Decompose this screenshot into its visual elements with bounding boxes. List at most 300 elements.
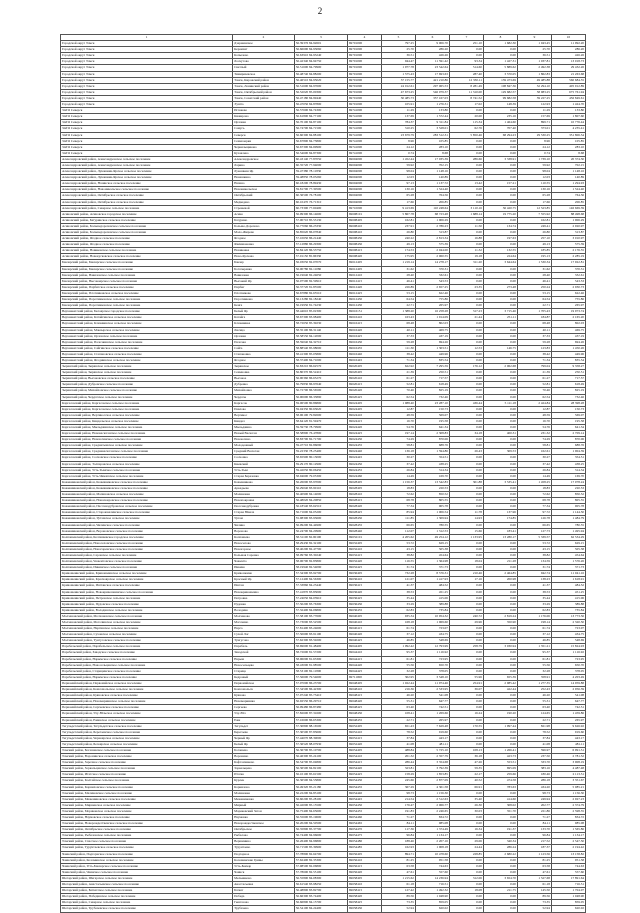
table-cell: 286.66 [449,156,483,162]
table-cell: 37.84 [517,735,551,741]
column-header: 6 [415,35,449,41]
table-cell: Тегульдетский район, Черноярское сельское поселение [61,735,233,741]
table-cell: 0.00 [483,601,517,607]
table-cell: 59.28 [381,339,415,345]
table-cell: Томский район, Спасское сельское поселение [61,839,233,845]
table-cell: Богатыревка [233,266,295,272]
table-cell: 13 542.83 [415,479,449,485]
table-cell: 56.35800 85.37700 [294,827,347,833]
table-cell: 191.37 [483,827,517,833]
table-cell: 622.46 [415,290,449,296]
page-number: 2 [317,6,323,16]
table-cell: 150.73 [551,406,585,412]
table-cell: 59.47710 82.86090 [294,443,347,449]
table-cell: 53.15 [517,290,551,296]
table-cell: 54.76 [381,425,415,431]
table-cell: 28.40 [381,272,415,278]
table-cell: Парабельский район, Новосельцевское сельское поселение [61,662,233,668]
table-body [61,41,586,912]
table-cell: 32.28 [381,668,415,674]
table-cell: 56.99300 86.14600 [294,211,347,217]
table-cell: 69608410 [347,223,381,229]
table-cell: 35.44 [381,595,415,601]
table-cell: 69624405 [347,406,381,412]
table-cell: 56.19640 82.24650 [294,272,347,278]
table-cell: 3 354.68 [415,760,449,766]
table-cell: 68.48 [381,321,415,327]
table-cell: 69701000 [347,41,381,47]
table-cell: 3 570.05 [483,71,517,77]
table-cell: 742.51 [551,705,585,711]
table-cell: 641.34 [551,425,585,431]
table-cell: 71.27 [381,815,415,821]
table-cell: 69654420 [347,766,381,772]
table-cell: 69612410 [347,272,381,278]
table-cell: 1 043.45 [517,41,551,47]
table-cell: Кожевниковский район, Кожевниковское сельское поселение [61,485,233,491]
table-cell: 0.00 [449,175,483,181]
table-cell: 0.00 [483,339,517,345]
table-cell: 59.81700 77.30500 [294,187,347,193]
table-cell: 26.43 [449,449,483,455]
table-cell: 66.65 [517,522,551,528]
table-cell: 56.60200 85.28100 [294,796,347,802]
table-cell: 59.47380 78.11830 [294,169,347,175]
table-cell: 63.40 [381,705,415,711]
table-cell: 195.13 [517,254,551,260]
table-cell: 2 165.20 [551,315,585,321]
table-cell: 69656420 [347,869,381,875]
table-cell: Шегарский район, Анастасьевское сельское поселение [61,882,233,888]
table-cell: Тегульдетский район, Белоярское сельское поселение [61,741,233,747]
table-cell: Новый Васюган [233,431,295,437]
table-cell: 56.72700 86.56500 [294,388,347,394]
table-cell: Колпашевский район, Колпашевское городское поселение [61,534,233,540]
table-cell: 58.65900 80.13000 [294,455,347,461]
table-cell: 56.37720 81.85500 [294,284,347,290]
table-cell: 317.23 [449,309,483,315]
table-cell: 73.35 [517,900,551,906]
table-cell: ЗАТО Северск [61,114,233,120]
table-cell: 32.28 [517,668,551,674]
table-cell: 383.16 [517,766,551,772]
table-cell: 2 877.09 [415,778,449,784]
table-cell: 0.00 [449,546,483,552]
table-cell: 11.50 [449,223,483,229]
table-cell: 69741000 [347,126,381,132]
table-cell: Томск, Советский район [233,95,295,101]
table-cell: 1 524.40 [415,187,449,193]
table-cell: Верхнекетский район, Палочкинское сельское поселение [61,339,233,345]
table-cell: 1 427.31 [483,59,517,65]
table-cell: 56.67800 84.73800 [294,138,347,144]
table-cell: 0.00 [483,437,517,443]
table-cell: Каргасокский район, Среднетымское сельское поселение [61,443,233,449]
table-cell: 22.71 [517,303,551,309]
table-cell: 69624405 [347,400,381,406]
table-cell: 111.85 [381,516,415,522]
table-cell: Киевский [233,461,295,467]
table-cell: 68 723.48 [415,211,449,217]
table-cell: Каргасокский район, Каргасокское сельское поселение [61,406,233,412]
table-cell: 56.36700 85.10700 [294,747,347,753]
table-cell: 29.06 [449,839,483,845]
table-cell: 57.07240 85.73410 [294,693,347,699]
table-cell: 61.81 [517,656,551,662]
table-cell: 69658410 [347,882,381,888]
table-cell: 56.70100 84.87100 [294,120,347,126]
table-cell: Чажемто [233,559,295,565]
table-cell: 0.00 [483,138,517,144]
table-cell: 449.96 [415,351,449,357]
table-cell: 469.75 [551,327,585,333]
table-cell: Шегарский район, Побединское сельское поселение [61,894,233,900]
table-cell: Плотниково [233,290,295,296]
table-cell: 69644415 [347,656,381,662]
table-cell: 0.00 [483,626,517,632]
table-cell: 0.00 [483,272,517,278]
table-cell: 36.18 [449,754,483,760]
table-cell: Вороново [233,528,295,534]
column-header: 8 [483,35,517,41]
table-cell: 1 492.32 [415,888,449,894]
table-cell: 170.55 [449,723,483,729]
table-cell: 56.67880 82.65510 [294,290,347,296]
table-cell: Степановка [233,351,295,357]
table-cell: 69604000 [347,199,381,205]
table-cell: 905.78 [415,504,449,510]
table-cell: 286.18 [517,778,551,784]
table-cell: Зырянское [233,364,295,370]
table-cell: 783.63 [483,784,517,790]
table-cell: 647.77 [415,699,449,705]
table-cell: Асиновский район, Ягодное сельское поселение [61,242,233,248]
table-cell: 55.31 [381,699,415,705]
table-cell: Сергеево [233,705,295,711]
table-cell: Верхнекетский район, Орловское сельское поселение [61,333,233,339]
table-cell: 57.36520 88.07930 [294,741,347,747]
table-cell: Колпашевский район, Инкинское сельское поселение [61,565,233,571]
table-cell: 59.92 [381,162,415,168]
table-cell: Первомайский район, Первомайское сельское поселение [61,680,233,686]
table-cell: 0.00 [483,425,517,431]
table-cell: 157.21 [483,181,517,187]
table-cell: Томск, Ленинский район [233,83,295,89]
table-cell: 98.04 [381,169,415,175]
table-cell: 2 927.23 [551,796,585,802]
table-cell: 110.55 [517,181,551,187]
table-cell: 0.00 [483,461,517,467]
table-cell: Октябрьское [233,827,295,833]
table-cell: 69654415 [347,760,381,766]
table-cell: Кривошеинский район, Петровское сельское поселение [61,595,233,601]
table-cell: 1 452.44 [381,156,415,162]
table-cell: 126.78 [517,516,551,522]
table-cell: 69658420 [347,894,381,900]
table-cell: 69604000 [347,169,381,175]
table-cell: 469.75 [415,327,449,333]
table-cell: 175.95 [381,254,415,260]
table-cell: 30.03 [449,808,483,814]
table-cell: 69741000 [347,138,381,144]
table-cell: Киндал [233,418,295,424]
table-cell: Асиновский район, Большедороховское сельское поселение [61,230,233,236]
table-cell: 0.00 [449,650,483,656]
table-cell: 0.00 [449,729,483,735]
table-cell: 484.52 [415,583,449,589]
table-cell: 72.62 [517,492,551,498]
table-cell: 69648425 [347,705,381,711]
table-cell: 78.52 [517,729,551,735]
table-cell: 84.11 [517,821,551,827]
table-cell: 1 374.49 [415,827,449,833]
table-cell: 47.61 [517,869,551,875]
table-cell: 0.00 [483,492,517,498]
table-cell: Александровский район, Александровское сельское поселение [61,162,233,168]
table-cell: 333.70 [517,760,551,766]
table-cell: 780.55 [415,522,449,528]
table-cell: Кривошеинский район, Иштанское сельское поселение [61,583,233,589]
table-cell: 69632415 [347,552,381,558]
table-cell: 1 575.43 [381,71,415,77]
table-cell: 1 524.40 [551,187,585,193]
table-cell: Городской округ Томск [61,77,233,83]
table-cell: 596.97 [517,747,551,753]
table-cell: 717.57 [415,376,449,382]
table-cell: 1 351.21 [517,644,551,650]
table-cell: 732.28 [381,571,415,577]
table-cell: 371.73 [551,565,585,571]
table-cell: 69612420 [347,284,381,290]
table-cell: 59.48850 78.03260 [294,175,347,181]
table-cell: 5 889.62 [483,65,517,71]
table-cell: 49 485.88 [517,77,551,83]
table-cell: 2 066.77 [415,802,449,808]
table-cell: 723.07 [551,626,585,632]
table-cell: Каргасокский район, Усть-Чижапское сельское поселение [61,473,233,479]
table-cell: 60.18200 78.89430 [294,181,347,187]
table-cell: 400.31 [483,431,517,437]
table-cell: 69624435 [347,443,381,449]
table-cell: Вавиловка [233,272,295,278]
table-cell: 221.86 [517,808,551,814]
table-cell: 56.71600 84.05200 [294,510,347,516]
table-cell: Павлово [233,406,295,412]
table-cell: 176.47 [381,802,415,808]
table-cell: 655.39 [483,674,517,680]
table-cell: 69612415 [347,278,381,284]
table-cell: 69628405 [347,479,381,485]
table-cell: 176.12 [449,364,483,370]
table-cell: 57.50200 83.76300 [294,601,347,607]
table-cell: 69656410 [347,857,381,863]
table-cell: 57.00710 85.53130 [294,217,347,223]
table-cell: 122.93 [517,102,551,108]
table-cell: 88 498.68 [551,211,585,217]
table-cell: 69608430 [347,236,381,242]
table-cell: 0.00 [483,394,517,400]
table-cell: 112.07 [381,528,415,534]
table-cell: 1 906.29 [551,217,585,223]
table-cell: 2 680.22 [483,851,517,857]
table-cell: Асиновский район, Новокусковское сельское поселение [61,254,233,260]
table-cell: 19 775.20 [483,211,517,217]
table-cell: 707.40 [483,126,517,132]
table-cell: 58.53100 82.11800 [294,668,347,674]
table-cell: Аркадьево [233,485,295,491]
table-cell: Парбиг [233,284,295,290]
table-cell: 58.69600 81.48400 [294,644,347,650]
table-cell: Чердаты [233,394,295,400]
table-cell: Шегарский район, Шегарское сельское поселение [61,875,233,881]
table-cell: 850.52 [551,492,585,498]
table-cell: 0.00 [483,638,517,644]
table-cell: 0.00 [449,187,483,193]
table-cell: 162.81 [517,217,551,223]
table-cell: 77.34 [381,504,415,510]
table-cell: Томский район, Итатское сельское поселение [61,772,233,778]
table-cell: 62.83 [381,607,415,613]
table-cell: Кривошеинский район, Кривошеинское сельское поселение [61,571,233,577]
table-cell: 434.20 [517,784,551,790]
table-cell: 8.68 [415,150,449,156]
table-cell: 61.18 [517,882,551,888]
table-cell: 69654440 [347,790,381,796]
table-cell: 0.00 [449,303,483,309]
table-cell: 206.85 [415,199,449,205]
table-cell: 69658405 [347,875,381,881]
table-cell: 69644425 [347,668,381,674]
table-cell: 56.55800 84.08300 [294,875,347,881]
table-cell: Тунгусово [233,638,295,644]
table-cell: Городской округ Томск [61,71,233,77]
table-cell: 56.00780 82.11080 [294,266,347,272]
table-cell: 78.52 [381,729,415,735]
table-cell: 29 530.25 [517,132,551,138]
table-cell: Копылово [233,53,295,59]
table-cell: 69624445 [347,455,381,461]
table-cell: 0.00 [449,815,483,821]
table-cell: 58.19940 82.54090 [294,565,347,571]
table-cell: 951.58 [551,857,585,863]
table-cell: 0.00 [449,443,483,449]
table-cell: 1 137.72 [415,181,449,187]
table-cell: 0.00 [483,382,517,388]
table-cell: 69710000 [347,205,381,211]
table-cell: 58.67300 83.98400 [294,315,347,321]
table-cell: Ненашкино [233,175,295,181]
table-cell: 235.16 [483,114,517,120]
table-cell: 0.00 [449,693,483,699]
table-cell: 59.92 [517,162,551,168]
table-cell: 108 847.36 [483,83,517,89]
table-cell: 58 983.25 [517,89,551,95]
table-cell: 69648420 [347,699,381,705]
table-cell: 0.00 [449,382,483,388]
table-cell: 557.60 [551,869,585,875]
table-cell: 202.77 [517,802,551,808]
table-cell: 56.36500 84.82100 [294,766,347,772]
table-cell: 46.20 [517,693,551,699]
table-cell: 694.26 [551,339,585,345]
table-cell: 69741000 [347,150,381,156]
table-cell: Орловка [233,333,295,339]
table-cell: ЗАТО Северск [61,120,233,126]
table-cell: 629.15 [415,540,449,546]
table-cell: 7 629.48 [415,723,449,729]
table-cell: 210.46 [449,571,483,577]
table-cell: 0.00 [449,717,483,723]
table-cell: 69628440 [347,528,381,534]
table-cell: 137.96 [483,510,517,516]
table-cell: 716.51 [551,882,585,888]
table-cell: 3 010.97 [551,236,585,242]
table-cell: Победа [233,894,295,900]
table-cell: 850.52 [415,492,449,498]
table-cell: Уртам [233,516,295,522]
table-cell: 283.10 [415,144,449,150]
table-cell: Каргасокский район, Нововасюганское сельское поселение [61,431,233,437]
table-cell: Кенга [233,303,295,309]
table-cell: 0.00 [449,150,483,156]
table-cell: Батурино [233,217,295,223]
table-cell: Богашево [233,747,295,753]
table-cell: 370.31 [551,266,585,272]
table-cell: Усть-Тым [233,467,295,473]
table-cell: 69701000 [347,77,381,83]
table-cell: 13 280.17 [483,534,517,540]
table-cell: 57.44070 88.39000 [294,735,347,741]
table-cell: 21.39 [517,370,551,376]
table-cell: 201.32 [381,754,415,760]
table-cell: 0.00 [483,565,517,571]
table-cell: Шегарский район, Трубачевское сельское поселение [61,906,233,912]
table-cell: 2 060.55 [415,254,449,260]
table-cell: 0.00 [483,144,517,150]
table-cell: 301.88 [449,479,483,485]
table-cell: 57.62300 83.59200 [294,638,347,644]
table-cell: 1 988.40 [381,400,415,406]
table-cell: 38.53 [381,589,415,595]
table-cell: Каргасокский район, Мыльджинское сельское поселение [61,425,233,431]
table-cell: 0.00 [483,662,517,668]
table-cell: Володино [233,607,295,613]
table-cell: 58.72600 81.57200 [294,650,347,656]
table-cell: 46.41 [381,278,415,284]
table-cell: 0.00 [483,333,517,339]
table-cell: 69640420 [347,632,381,638]
table-cell: Асиновский район, Ягодное сельское поселение [61,236,233,242]
table-cell: 1 312.53 [415,528,449,534]
table-cell: Парабельский район, Старицинское сельское поселение [61,668,233,674]
table-cell: 423.73 [483,754,517,760]
table-cell: 0.00 [449,357,483,363]
table-cell: 69604000 [347,175,381,181]
table-cell: Чаинский район, Усть-Бакчарское сельское поселение [61,863,233,869]
table-cell: 1 906.29 [415,217,449,223]
table-cell: 60.73300 77.60400 [294,205,347,211]
table-cell: 69616445 [347,357,381,363]
table-cell: 2 176.55 [551,248,585,254]
table-cell: 449.96 [551,351,585,357]
table-cell: Колпашевский район, Саровское сельское поселение [61,552,233,558]
table-cell: Томск, Кировский район [233,77,295,83]
table-cell: Моряковский Затон [233,808,295,814]
table-cell: Наумовка [233,815,295,821]
table-cell: 11 974.46 [415,680,449,686]
table-cell: 69701000 [347,65,381,71]
table-cell: 17.02 [449,102,483,108]
